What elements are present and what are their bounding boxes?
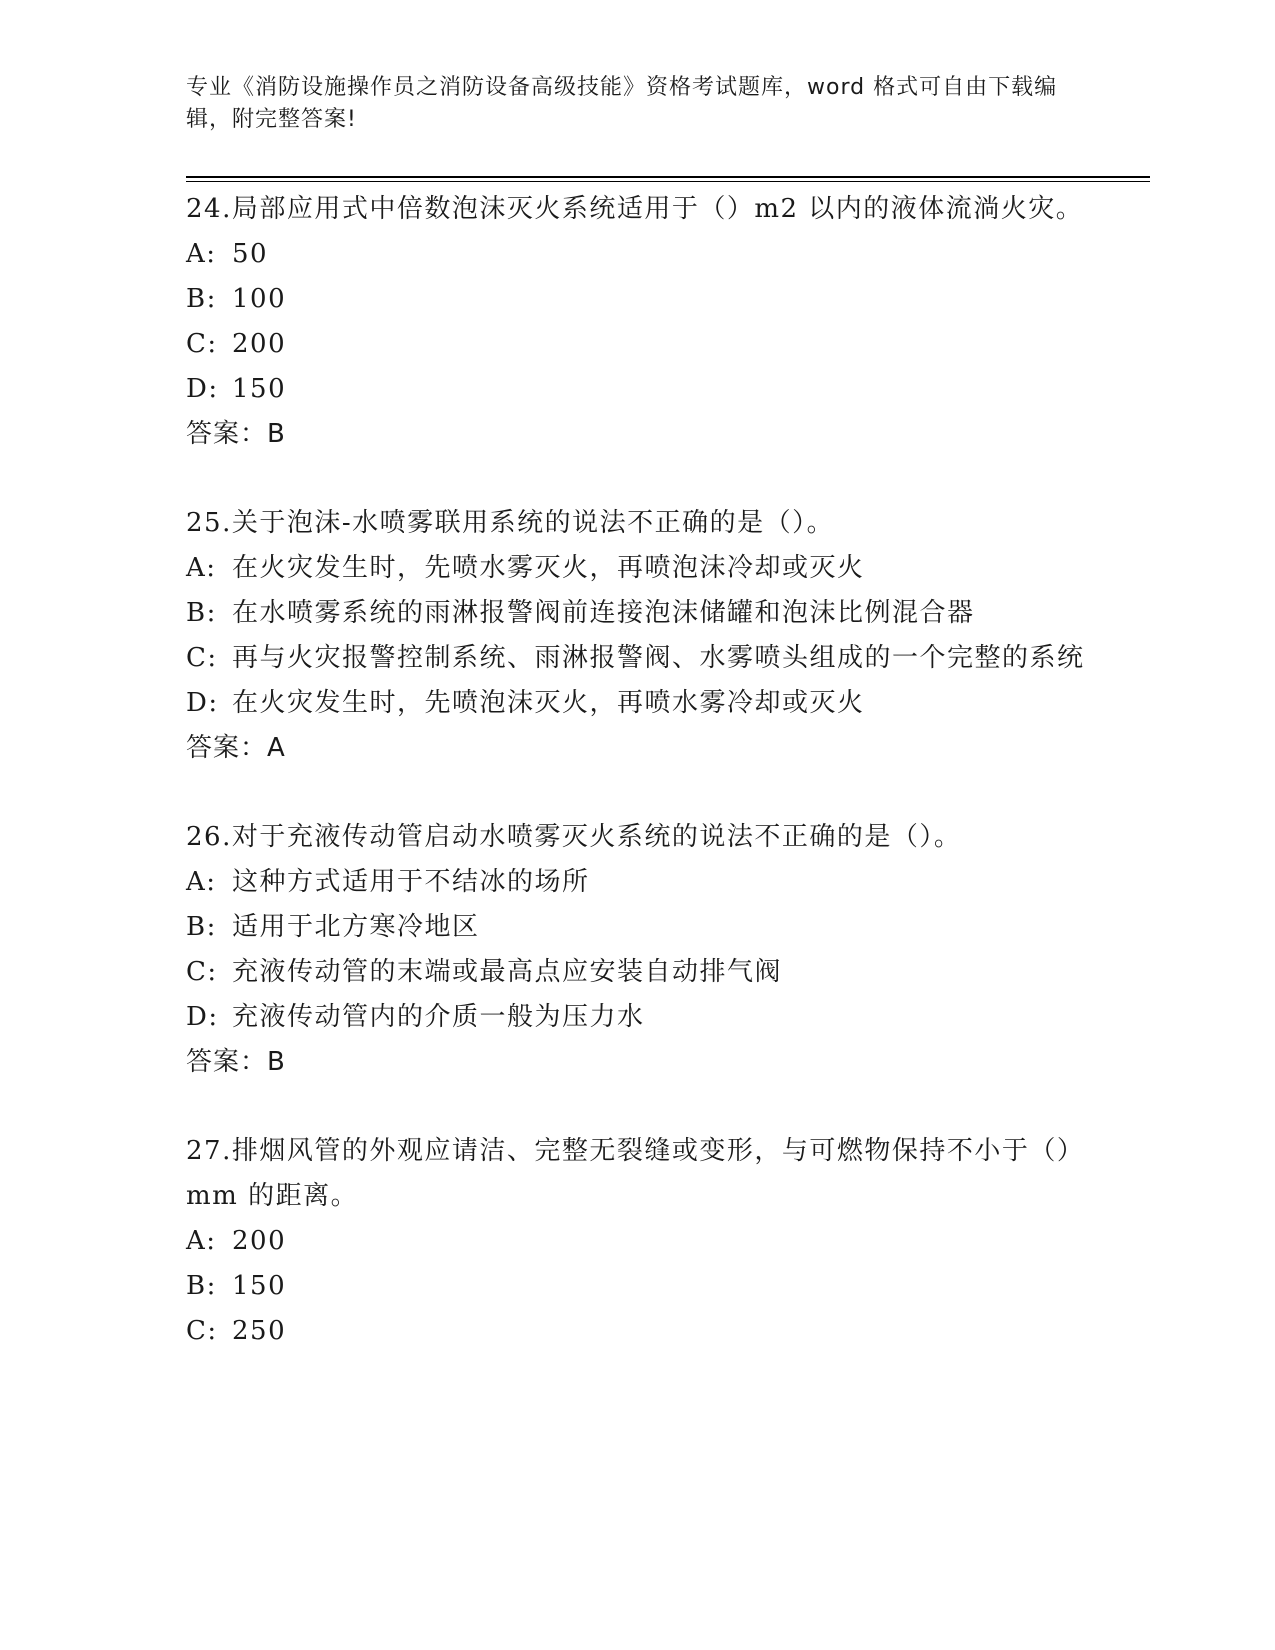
option-text: 在火灾发生时，先喷泡沫灭火，再喷水雾冷却或灭火 [232,688,865,718]
question-stem: 24.局部应用式中倍数泡沫灭火系统适用于（）m2 以内的液体流淌火灾。 [186,194,1084,224]
option-b [186,1264,1086,1309]
header-rule-thick [186,176,1150,178]
option-text: 100 [232,284,287,314]
option-text: 150 [232,1271,287,1301]
option-text: 充液传动管的末端或最高点应安装自动排气阀 [232,957,783,987]
option-key: A: [186,553,217,583]
option-key: A: [186,239,217,269]
option-key: A: [186,1226,217,1256]
option-a [186,1219,1086,1264]
option-text: 50 [232,239,269,269]
option-key: C: [186,1316,218,1346]
option-key: C: [186,957,218,987]
option-text: 在水喷雾系统的雨淋报警阀前连接泡沫储罐和泡沫比例混合器 [232,598,975,628]
answer: 答案：B [186,419,286,449]
option-key: B: [186,598,217,628]
document-header [186,72,1086,136]
option-key: D: [186,688,219,718]
option-key: B: [186,1271,217,1301]
option-a [186,860,1086,905]
option-key: D: [186,374,219,404]
question-stem: 27.排烟风管的外观应请洁、完整无裂缝或变形，与可燃物保持不小于（）mm 的距离。 [186,1136,1085,1211]
option-text: 这种方式适用于不结冰的场所 [232,867,590,897]
option-key: B: [186,912,217,942]
question-stem: 25.关于泡沫-水喷雾联用系统的说法不正确的是（）。 [186,508,835,538]
answer: 答案：A [186,733,286,763]
option-c [186,1309,1086,1354]
option-key: D: [186,1002,219,1032]
option-a [186,546,1086,591]
option-a [186,232,1086,277]
option-text: 在火灾发生时，先喷水雾灭火，再喷泡沫冷却或灭火 [232,553,865,583]
question-27 [186,1129,1086,1354]
option-key: A: [186,867,217,897]
question-24 [186,187,1086,457]
option-text: 再与火灾报警控制系统、雨淋报警阀、水雾喷头组成的一个完整的系统 [232,643,1085,673]
option-text: 150 [232,374,287,404]
option-text: 250 [232,1316,287,1346]
option-d [186,995,1086,1040]
option-key: C: [186,643,218,673]
option-b [186,277,1086,322]
question-26 [186,815,1086,1085]
option-d [186,681,1086,726]
option-text: 200 [232,1226,287,1256]
option-b [186,905,1086,950]
option-text: 200 [232,329,287,359]
answer: 答案：B [186,1047,286,1077]
option-text: 适用于北方寒冷地区 [232,912,480,942]
option-c [186,950,1086,995]
option-c [186,322,1086,367]
question-list [186,187,1086,1398]
option-b [186,591,1086,636]
header-rule-thin [186,181,1150,182]
option-key: B: [186,284,217,314]
option-text: 充液传动管内的介质一般为压力水 [232,1002,645,1032]
question-25 [186,501,1086,771]
option-c [186,636,1086,681]
question-stem: 26.对于充液传动管启动水喷雾灭火系统的说法不正确的是（）。 [186,822,962,852]
option-d [186,367,1086,412]
header-title: 专业《消防设施操作员之消防设备高级技能》资格考试题库，word 格式可自由下载编辑，附完整答案! [186,75,1058,132]
option-key: C: [186,329,218,359]
